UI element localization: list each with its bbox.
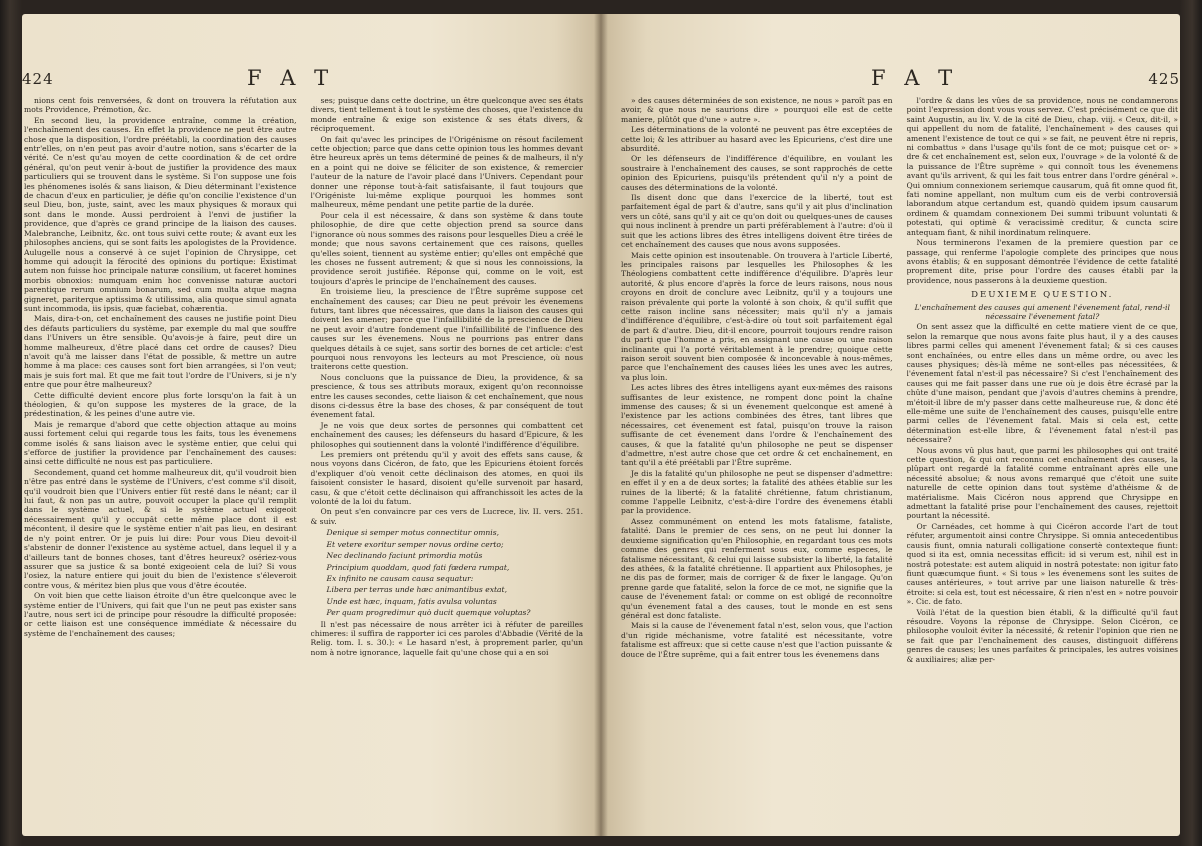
left-page xyxy=(22,14,601,836)
paragraph: On voit bien que cette liaison étroite d'un être quelconque avec le système entier de l'Univers, qui fait que l'un ne peut pas exister sans l'autre, nous sert ici de principe pour résoudre la difficulté proposée: or cette liaison est une conséquence immédiate & nécessaire du système de l'enchaînement des causes; xyxy=(24,591,297,638)
paragraph: Or les défenseurs de l'indifférence d'équilibre, en voulant les soustraire à l'enchaînement des causes, se sont rapprochés de cette opinion des Epicuriens, puisqu'ils prétendent qu'il n'y a point de causes des déterminations de la volonté. xyxy=(621,154,893,192)
paragraph: En second lieu, la providence entraîne, comme la création, l'enchaînement des causes. En effet la providence ne peut être autre chose que la disposition, l'ordre préétabli, la coordination des causes entr'elles, on n'en peut pas avoir d'autre notion, sans s'écarter de la vérité. Ce n'est qu'au moyen de cette coordination & de cet ordre général, qu'on peut venir à-bout de justifier la providence des maux particuliers qui se trouvent dans le système. Si l'on suppose une fois les phénomenes isolés & sans liaison, & Dieu déterminant l'existence de chacun d'eux en particulier, je défie qu'on concilie l'existence d'un seul Dieu, bon, juste, saint, avec les maux physiques & moraux qui sont dans le monde. Aussi perdroient à l'envi de justifier la providence, que d'après ce grand principe de la liaison des causes. Malebranche, Leibnitz, &c. ont tous suivi cette route; & avant eux les philosophes anciens, qui se sont faits les apologistes de la Providence. Aulugelle nous a conservé à ce sujet l'opinion de Chrysippe, cet homme qui adouçit la férocité des opinions du portique: Existimat autem non fuisse hoc principale naturæ consilium, ut faceret homines morbis obnoxios: numquam enim hoc convenisse naturæ auctori parentique rerum omnium bonarum, sed cum multa atque magna gigneret, pariterque aptissima & utilissima, alia quoque simul agnata sunt incommoda, iis ipsis, quæ faciebat, cohærentia. xyxy=(24,115,297,313)
paragraph: Ils disent donc que dans l'exercice de la liberté, tout est parfaitement égal de part & d'autre, sans qu'il y ait plus d'inclination vers un côté, sans qu'il y ait ce qu'on doit ou quelques-unes de causes qui nous inclinent à prendre un parti préférablement à l'autre: d'où il suit que les actions libres des êtres intelligens doivent être tirées de cet enchaînement des causes que nous avons supposées. xyxy=(621,193,893,250)
paragraph: En troisieme lieu, la prescience de l'Être suprême suppose cet enchaînement des causes; car Dieu ne peut prévoir les évenemens futurs, tant libres que nécessaires, que dans la liaison des causes qui doivent les amener; parce que l'infaillibilité de la prescience de Dieu ne peut avoir d'autre fondement que l'infaillibilité de l'influence des causes sur les évenemens. Nous ne pourrions pas entrer dans quelques détails à ce sujet, sans sortir des bornes de cet article: c'est pourquoi nous renvoyons les lecteurs au mot Prescience, où nous traiterons cette question. xyxy=(310,287,583,372)
paragraph: Nous concluons que la puissance de Dieu, la providence, & sa prescience, & tous ses attributs moraux, exigent qu'on reconnoisse entre les causes secondes, cette liaison & cet enchaînement, que nous disons ci-dessus être la base des choses, & par conséquent de tout évenement fatal. xyxy=(310,372,583,420)
running-head: F A T xyxy=(871,66,959,90)
paragraph: Or Carnéades, cet homme à qui Cicéron accorde l'art de tout réfuter, argumentoit ainsi contre Chrysippe. Si omnia antecedentibus causis fiunt, omnia naturali colligatione consertè contexteque fiunt: quod si ita est, omnia necessitas efficit: id si verum est, nihil est in nostrâ potestate: est autem aliquid in nostrâ potestate: non igitur fato fiunt quæcumque fiunt. « Si tous » les évenemens sont les suites de causes antérieures, » tout arrive par une liaison naturelle & très-étroite: si cela est, tout est nécessaire, & rien n'est en » notre pouvoir ». Cic. de fato. xyxy=(906,521,1178,607)
paragraph: Les premiers ont prétendu qu'il y avoit des effets sans cause, & nous voyons dans Cicéron, de fato, que les Epicuriens étoient forcés d'expliquer d'où venoit cette déclinaison des atomes, en quoi ils faisoient consister le hasard, disoient qu'elle survenoit par hasard, casu, & que c'étoit cette déclinaison qui affranchissoit les actes de la volonté de la loi du fatum. xyxy=(310,450,583,507)
verse-line: Principium quoddam, quod fati fœdera rumpat, xyxy=(326,562,510,572)
paragraph: Secondement, quand cet homme malheureux dit, qu'il voudroit bien n'être pas entré dans le système de l'Univers, c'est comme s'il disoit, qu'il voudroit bien que l'Univers entier fût resté dans le néant; car il lui faut, & non pas un autre, pouvoit occuper la place qu'il remplit dans le système actuel, & si le système actuel exigeoit nécessairement qu'il y occupât cette même place dont il est mécontent, il desire que le système entier n'ait pas lieu, en desirant de n'y point entrer. Or je puis lui dire: Pour vous Dieu devoit-il s'abstenir de donner l'existence au système actuel, dans lequel il y a d'ailleurs tant de bonnes choses, tant d'êtres heureux? osériez-vous assurer que sa justice & sa bonté exigeoient cela de lui? Si vous l'osiez, la nature entiere qui jouit du bien de l'existence s'éleveroit contre vous, & méritez bien plus que vous d'être écoutée. xyxy=(24,467,297,590)
paragraph: On peut s'en convaincre par ces vers de Lucrece, liv. II. vers. 251. & suiv. xyxy=(310,507,583,526)
paragraph: Mais, dira-t-on, cet enchaînement des causes ne justifie point Dieu des défauts particuliers du système, par exemple du mal que souffre dans l'Univers un être sensible. Qu'avois-je à faire, peut dire un homme malheureux, d'être placé dans cet ordre de causes? Dieu n'avoit qu'à me laisser dans l'état de possible, & mettre un autre homme à ma place: ces causes sont fort bien arrangées, si l'on veut; mais je suis fort mal. Et que me fait tout l'ordre de l'Univers, si je n'y entre que pour être malheureux? xyxy=(24,314,297,390)
paragraph: nions cent fois renversées, & dont on trouvera la réfutation aux mots Providence, Prémotion, &c. xyxy=(24,96,297,115)
paragraph: Les actes libres des êtres intelligens ayant eux-mêmes des raisons suffisantes de leur existence, ne rompent donc point la chaîne immense des causes; & si un évenement quelconque est amené à l'existence par les actions combinées des êtres, tant libres que nécessaires, cet évenement est fatal, puisqu'on trouve la raison suffisante de cet évenement dans l'ordre & l'enchaînement des causes, & que la fatalité qu'un philosophe ne peut se dispenser d'admettre, n'est autre chose que cet ordre & cet enchaînement, en tant qu'il a été préétabli par l'Être suprême. xyxy=(621,383,893,468)
paragraph: Cette difficulté devient encore plus forte lorsqu'on la fait à un théologien, & qu'on suppose les mysteres de la grace, de la prédestination, & les peines d'une autre vie. xyxy=(24,390,297,419)
left-page-columns xyxy=(24,96,583,826)
left-column-2 xyxy=(311,96,584,826)
verse-line: Libera per terras unde hæc animantibus extat, xyxy=(326,585,508,595)
verse-line: Denique si semper motus connectitur omnis, xyxy=(326,528,500,538)
section-heading: DEUXIEME QUESTION. xyxy=(971,290,1114,301)
verse-line: Per quam progredimur quò ducit quemque voluptas? xyxy=(326,608,531,618)
right-page-header xyxy=(601,66,1180,92)
paragraph: Nous avons vû plus haut, que parmi les philosophes qui ont traité cette question, & qui ont reconnu cet enchaînement des causes, la plûpart ont regardé la fatalité comme entraînant après elle une nécessité absolue; & nous avons remarqué que c'étoit une suite naturelle de cette opinion dans tout système d'athéisme & de matérialisme. Mais Cicéron nous apprend que Chrysippe en admettant la fatalité prise pour l'enchaînement des causes, rejettoit pourtant la nécessité. xyxy=(906,445,1178,521)
page-number: 425 xyxy=(1148,70,1180,88)
paragraph: Les déterminations de la volonté ne peuvent pas être exceptées de cette loi; & les attribuer au hasard avec les Epicuriens, c'est dire une absurdité. xyxy=(621,125,893,154)
paragraph: Mais je remarque d'abord que cette objection attaque au moins aussi fortement celui qui regarde tous les faits, tous les évenemens comme isolés & sans liaison avec le système entier, que celui qui s'efforce de justifier la providence par l'enchaînement des causes: ainsi cette difficulté ne nous est pas particuliere. xyxy=(24,419,297,467)
section-subheading: L'enchaînement des causes qui amenent l'évenement fatal, rend-il nécessaire l'évenement fatal? xyxy=(914,302,1170,321)
right-column-1 xyxy=(621,96,893,826)
paragraph: Il n'est pas nécessaire de nous arrêter ici à réfuter de pareilles chimeres: il suffira de rapporter ici ces paroles d'Abbadie (Vérité de la Relig. tom. I. s. 30.): « Le hasard n'est, à proprement parler, qu'un nom à notre ignorance, laquelle fait qu'une chose qui a en soi xyxy=(310,619,583,657)
verse-line: Nec declinando faciunt primordia motûs xyxy=(326,551,483,561)
paragraph: Pour cela il est nécessaire, & dans son système & dans toute philosophie, de dire que cette objection prend sa source dans l'ignorance où nous sommes des raisons pour lesquelles Dieu a créé le monde; que nous savons certainement que ces raisons, quelles qu'elles soient, tiennent au système entier; qu'elles ont empêché que les choses ne fussent autrement; & que si nous les connoissions, la providence seroit justifiée. Réponse qui, comme on le voit, est toujours d'après le principe de l'enchaînement des causes. xyxy=(310,210,583,286)
right-page-columns xyxy=(621,96,1178,826)
page-number: 424 xyxy=(22,70,54,88)
left-column-1 xyxy=(24,96,297,826)
paragraph: Je dis la fatalité qu'un philosophe ne peut se dispenser d'admettre: en effet il y en a de deux sortes; la fatalité des athées établie sur les ruines de la liberté; & la fatalité chrétienne, fatum christianum, comme l'appelle Leibnitz, c'est-à-dire l'ordre des évenemens établi par la providence. xyxy=(621,468,893,516)
verse-line: Et vetere exoritur semper novus ordine certo; xyxy=(326,539,504,549)
left-page-header xyxy=(22,66,601,92)
paragraph: Voilà l'état de la question bien établi, & la difficulté qu'il faut résoudre. Voyons la réponse de Chrysippe. Selon Cicéron, ce philosophe vouloit éviter la nécessité, & retenir l'opinion que rien ne se fait que par l'enchaînement des causes, distinguoit différens genres de causes; les unes parfaites & principales, les autres voisines & auxiliaires; aliæ per- xyxy=(906,607,1178,664)
running-head: F A T xyxy=(247,66,335,90)
paragraph: Mais si la cause de l'évenement fatal n'est, selon vous, que l'action d'un rigide méchanisme, votre fatalité est nécessitante, votre fatalisme est affreux: que si cette cause n'est que l'action puissante & douce de l'Être suprême, qui a fait entrer tous les évenemens dans xyxy=(621,621,893,659)
paragraph: Je ne vois que deux sortes de personnes qui combattent cet enchaînement des causes; les défenseurs du hasard d'Epicure, & les philosophes qui soutiennent dans la volonté l'indifférence d'équilibre. xyxy=(310,420,583,449)
paragraph: l'ordre & dans les vûes de sa providence, nous ne condamnerons point l'expression dont vous vous servez. C'est précisément ce que dit saint Augustin, au liv. V. de la cité de Dieu, chap. viij. « Ceux, dit-il, » qui appellent du nom de fatalité, l'enchaînement » des causes qui amenent l'existence de tout ce qui » se fait, ne peuvent être ni repris, ni combattus » dans l'usage qu'ils font de ce mot; puisque cet or- » dre & cet enchaînement est, selon eux, l'ouvrage » de la volonté & de la puissance de l'Être suprème » qui connoît tous les évenemens avant qu'ils arrivent, & qui les fait tous entrer dans l'ordre général ». Qui omnium connexionem seriemque causarum, quâ fit omne quod fit, fati nomine appellant, non multum cum eis de verbi controversiâ laborandum atque certandum est, quandò quidem ipsum causarum ordinem & quamdam connexionem Dei summi tribuunt voluntati & potestati, qui optimè & veracissimè creditur, & cuncta scire antequam fiant, & nihil inordinatum relinquere. xyxy=(906,96,1178,237)
paragraph: Assez communément on entend les mots fatalisme, fataliste, fatalité. Dans le premier de ces sens, on ne peut lui donner la deuxieme signification qu'en Philosophie, en regardant tous ces mots comme des genres qui renferment sous eux, comme especes, le fatalisme nécessitant, & celui qui laisse subsister la liberté, la fatalité des athées, & la fatalité chrétienne. Il appartient aux Philosophes, je ne dis pas de former, mais de corriger & de fixer le langage. Qu'on prenne garde que fatalité, selon la force de ce mot, ne signifie que la cause de l'évenement fatal: or comme on est obligé de reconnoître qu'un évenement fatal a des causes, tout le monde en est sens général est donc fataliste. xyxy=(621,516,893,620)
verse-line: Unde est hæc, inquam, fatis avulsa voluntas xyxy=(326,596,497,606)
paragraph: On sent assez que la difficulté en cette matiere vient de ce que, selon la remarque que nous avons faite plus haut, il y a des causes libres parmi celles qui amenent l'évenement fatal; & si ces causes sont enchaînées, ou entre elles dans un même ordre, ou avec les causes physiques; dès-là même ne sont-elles pas nécessitées, & l'évenement fatal n'est-il pas nécessaire? Si c'est l'enchaînement des causes qui me fait passer dans une rue où je dois être écrasé par la chûte d'une maison, pendant que j'avois d'autres chemins à prendre, m'étoit-il libre de m'y passer dans cette malheureuse rue, & donc été elle-même une suite de l'enchaînement des causes, puisqu'elle entre parmi celles de l'évenement fatal. Mais si cela est, cette détermination est-elle libre, & l'évenement fatal n'est-il pas nécessaire? xyxy=(906,322,1178,445)
right-column-2 xyxy=(907,96,1179,826)
paragraph: Mais cette opinion est insoutenable. On trouvera à l'article Liberté, les principales raisons par lesquelles les Philosophes & les Théologiens combattent cette indifférence d'équilibre. D'après leur autorité, & plus encore d'après la force de leurs raisons, nous nous croyons en droit de conclure avec Leibnitz, qu'il y a toujours une raison prévalente qui porte la volonté à son choix, & qu'il suffit que cette raison incline sans nécessiter; mais qu'il n'y a jamais d'indifférence d'équilibre, c'est-à-dire où tout soit parfaitement égal de part & d'autre. Dieu, dit-il encore, pourroit toujours rendre raison du parti que l'homme a pris, en assignant une cause ou une raison inclinante qui l'a porté véritablement à le prendre; quoique cette raison seroit souvent bien composée & inconcevable à nous-mêmes, parce que l'enchaînement des causes liées les unes avec les autres, va plus loin. xyxy=(621,250,893,382)
paragraph: » des causes déterminées de son existence, ne nous » paroît pas en avoir, & que nous ne saurions dire » pourquoi elle est de cette maniere, plûtôt que d'une » autre ». xyxy=(621,96,893,124)
right-page xyxy=(601,14,1180,836)
verse-line: Ex infinito ne causam causa sequatur: xyxy=(326,573,474,583)
paragraph: Nous terminerons l'examen de la premiere question par ce passage, qui renferme l'apologie complete des principes que nous avons établis; & en supposant démontrée l'évidence de cette fatalité proprement dite, prise pour l'ordre des causes établi par la providence, nous passerons à la deuxieme question. xyxy=(906,238,1178,285)
paragraph: ses; puisque dans cette doctrine, un être quelconque avec ses états divers, tient tellement à tout le système des choses, que l'existence du monde entraîne & exige son existence & ses états divers, & réciproquement. xyxy=(310,96,583,134)
book-gutter xyxy=(594,14,608,836)
paragraph: On fait qu'avec les principes de l'Origénisme on résout facilement cette objection; parce que dans cette opinion tous les hommes devant être heureux après un tems déterminé de peines & de malheurs, il n'y en a point qui ne doive se féliciter de son existence, & remercier l'auteur de la nature de l'avoir placé dans l'Univers. Cependant pour donner une réponse tout-à-fait satisfaisante, il faut toujours que l'Origéniste lui-même explique pourquoi les hommes sont malheureux, même pendant une petite partie de la durée. xyxy=(310,134,583,210)
